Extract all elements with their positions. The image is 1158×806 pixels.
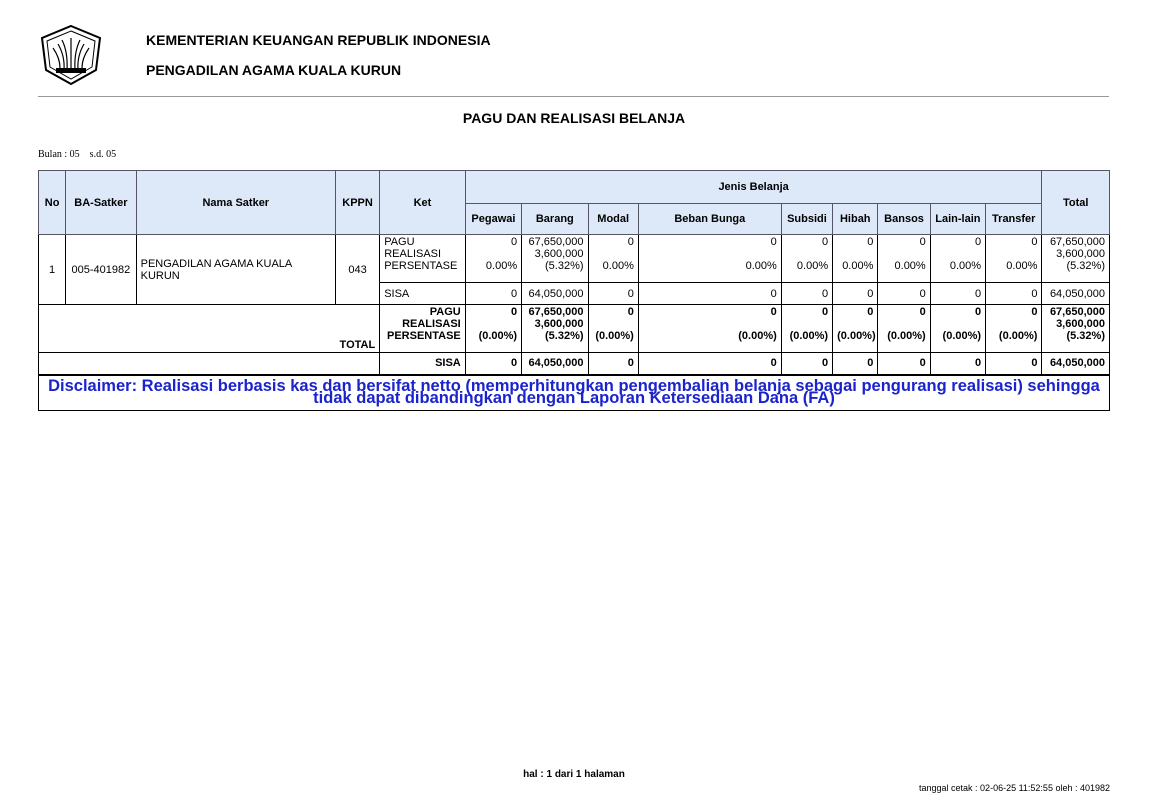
col-header-category: Bansos [878,204,930,235]
row-cell: 0 [638,283,781,305]
row-nama-satker: PENGADILAN AGAMA KUALA KURUN [136,235,335,305]
total-cell: 0 [930,353,985,375]
row-cell: 0 0.00% [833,235,878,283]
row-total: 67,650,000 3,600,000 (5.32%) [1042,235,1110,283]
row-cell: 0 [588,283,638,305]
row-ket: SISA [380,283,466,305]
total-cell: 0 (0.00%) [986,305,1042,353]
ministry-emblem-icon [38,24,104,86]
total-cell: 0 [878,353,930,375]
table-header-row [39,171,1110,204]
row-cell: 67,650,000 3,600,000 (5.32%) [522,235,588,283]
period-to: s.d. 05 [89,149,117,160]
row-cell: 0 [878,283,930,305]
total-ket: PAGU REALISASI PERSENTASE [380,305,466,353]
col-header-category: Barang [522,204,588,235]
row-cell: 0 0.00% [465,235,521,283]
col-header-nama-satker: Nama Satker [136,171,335,235]
row-cell: 0 0.00% [781,235,832,283]
table-row [39,235,1110,283]
row-cell: 0 [986,283,1042,305]
total-cell: 0 (0.00%) [588,305,638,353]
row-kppn: 043 [335,235,379,305]
row-cell: 0 [930,283,985,305]
col-header-category: Transfer [986,204,1042,235]
total-cell: 0 (0.00%) [930,305,985,353]
col-header-category: Pegawai [465,204,521,235]
period-from: Bulan : 05 [38,149,80,160]
total-cell: 64,050,000 [522,353,588,375]
header-divider [38,96,1109,97]
total-spacer [39,353,380,375]
total-total: 64,050,000 [1042,353,1110,375]
print-timestamp: tanggal cetak : 02-06-25 11:52:55 oleh : 401982 [919,783,1110,793]
page-indicator: hal : 1 dari 1 halaman [523,769,625,780]
total-cell: 0 (0.00%) [833,305,878,353]
col-header-category: Modal [588,204,638,235]
total-cell: 0 [638,353,781,375]
ministry-name: KEMENTERIAN KEUANGAN REPUBLIK INDONESIA [146,32,491,48]
row-cell: 0 [833,283,878,305]
total-label: TOTAL [39,305,380,353]
disclaimer-row [39,375,1110,411]
row-cell: 0 0.00% [986,235,1042,283]
total-cell: 0 [781,353,832,375]
period-range [38,149,126,160]
col-header-category: Hibah [833,204,878,235]
budget-table [38,170,1110,411]
col-header-jenis-belanja: Jenis Belanja [465,171,1042,204]
row-cell: 0 [465,283,521,305]
disclaimer-text: Disclaimer: Realisasi berbasis kas dan bersifat netto (memperhitungkan pengembalian belanja sebagai pengurang realisasi) sehingga tidak dapat dibandingkan dengan Laporan Ketersediaan Dana (FA) [39,375,1110,411]
total-cell: 0 [986,353,1042,375]
row-cell: 0 [781,283,832,305]
total-cell: 0 (0.00%) [781,305,832,353]
row-no: 1 [39,235,66,305]
row-cell: 64,050,000 [522,283,588,305]
total-cell: 67,650,000 3,600,000 (5.32%) [522,305,588,353]
row-total: 64,050,000 [1042,283,1110,305]
row-cell: 0 0.00% [930,235,985,283]
col-header-total: Total [1042,171,1110,235]
total-cell: 0 (0.00%) [638,305,781,353]
total-cell: 0 [465,353,521,375]
total-cell: 0 [588,353,638,375]
total-cell: 0 (0.00%) [465,305,521,353]
row-cell: 0 0.00% [878,235,930,283]
report-title: PAGU DAN REALISASI BELANJA [462,110,686,126]
col-header-category: Beban Bunga [638,204,781,235]
total-cell: 0 [833,353,878,375]
row-ket: PAGU REALISASI PERSENTASE [380,235,466,283]
row-ba-satker: 005-401982 [66,235,136,305]
row-cell: 0 0.00% [638,235,781,283]
total-ket: SISA [380,353,466,375]
col-header-no: No [39,171,66,235]
total-row-sisa [39,353,1110,375]
total-row [39,305,1110,353]
col-header-category: Lain-lain [930,204,985,235]
col-header-ba-satker: BA-Satker [66,171,136,235]
total-total: 67,650,000 3,600,000 (5.32%) [1042,305,1110,353]
office-name: PENGADILAN AGAMA KUALA KURUN [146,62,402,78]
col-header-ket: Ket [380,171,466,235]
row-cell: 0 0.00% [588,235,638,283]
col-header-category: Subsidi [781,204,832,235]
total-cell: 0 (0.00%) [878,305,930,353]
col-header-kppn: KPPN [335,171,379,235]
